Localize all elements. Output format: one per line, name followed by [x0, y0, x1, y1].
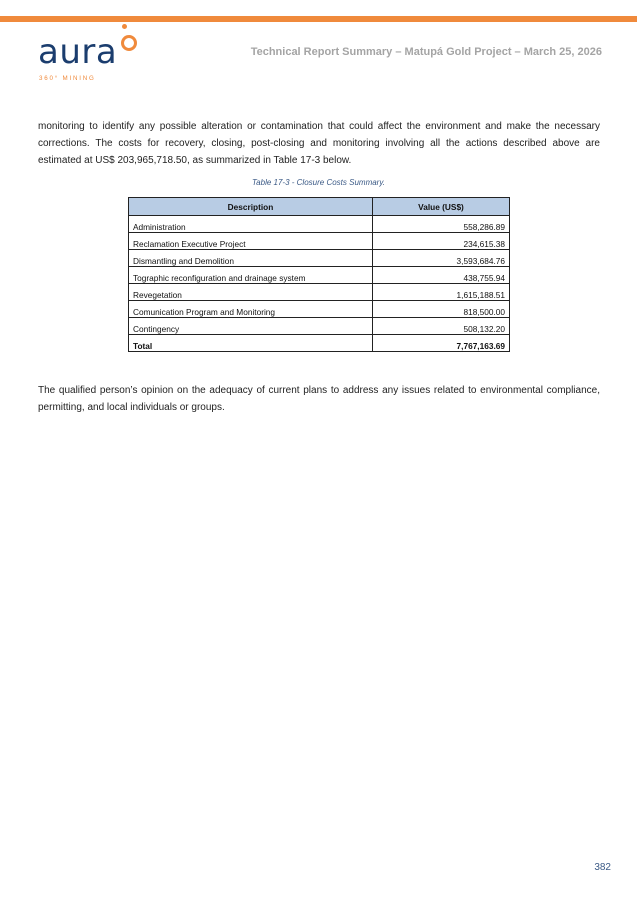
row-description: Tographic reconfiguration and drainage system	[129, 267, 373, 284]
row-value: 508,132.20	[373, 318, 510, 335]
logo-wordmark: aura	[38, 32, 118, 72]
header-accent-bar	[0, 16, 637, 22]
row-value: 818,500.00	[373, 301, 510, 318]
total-value: 7,767,163.69	[373, 335, 510, 352]
table-total-row	[129, 335, 510, 352]
table-row	[129, 250, 510, 267]
table-row	[129, 233, 510, 250]
column-header-value: Value (US$)	[373, 198, 510, 216]
logo-ring-icon	[121, 35, 137, 51]
body-paragraph-2: The qualified person’s opinion on the adequacy of current plans to address any issues related to environmental compliance, permitting, and local individuals or groups.	[38, 385, 600, 413]
row-description: Dismantling and Demolition	[129, 250, 373, 267]
row-value: 438,755.94	[373, 267, 510, 284]
row-description: Administration	[129, 216, 373, 233]
row-value: 1,615,188.51	[373, 284, 510, 301]
table-row	[129, 267, 510, 284]
page-number: 382	[594, 862, 611, 873]
logo-dot-icon	[122, 24, 127, 29]
table-header-row	[129, 198, 510, 216]
row-value: 3,593,684.76	[373, 250, 510, 267]
row-description: Reclamation Executive Project	[129, 233, 373, 250]
row-description: Comunication Program and Monitoring	[129, 301, 373, 318]
column-header-description: Description	[129, 198, 373, 216]
table-caption: Table 17-3 - Closure Costs Summary.	[252, 178, 385, 187]
body-paragraph-1: monitoring to identify any possible alteration or contamination that could affect the environment and make the necessary corrections. The costs for recovery, closing, post-closing and monitoring involving all the actions described above are estimated at US$ 203,965,718.50, as summarized in Table 17-3 below.	[38, 121, 600, 166]
logo-tagline: 360° MINING	[39, 75, 96, 82]
total-label: Total	[129, 335, 373, 352]
table-row	[129, 318, 510, 335]
closure-costs-table	[128, 197, 510, 352]
row-description: Contingency	[129, 318, 373, 335]
table-row	[129, 284, 510, 301]
table-row	[129, 301, 510, 318]
report-header-title: Technical Report Summary – Matupá Gold Project – March 25, 2026	[250, 46, 602, 58]
table-row	[129, 216, 510, 233]
company-logo	[38, 24, 148, 86]
row-description: Revegetation	[129, 284, 373, 301]
row-value: 234,615.38	[373, 233, 510, 250]
row-value: 558,286.89	[373, 216, 510, 233]
